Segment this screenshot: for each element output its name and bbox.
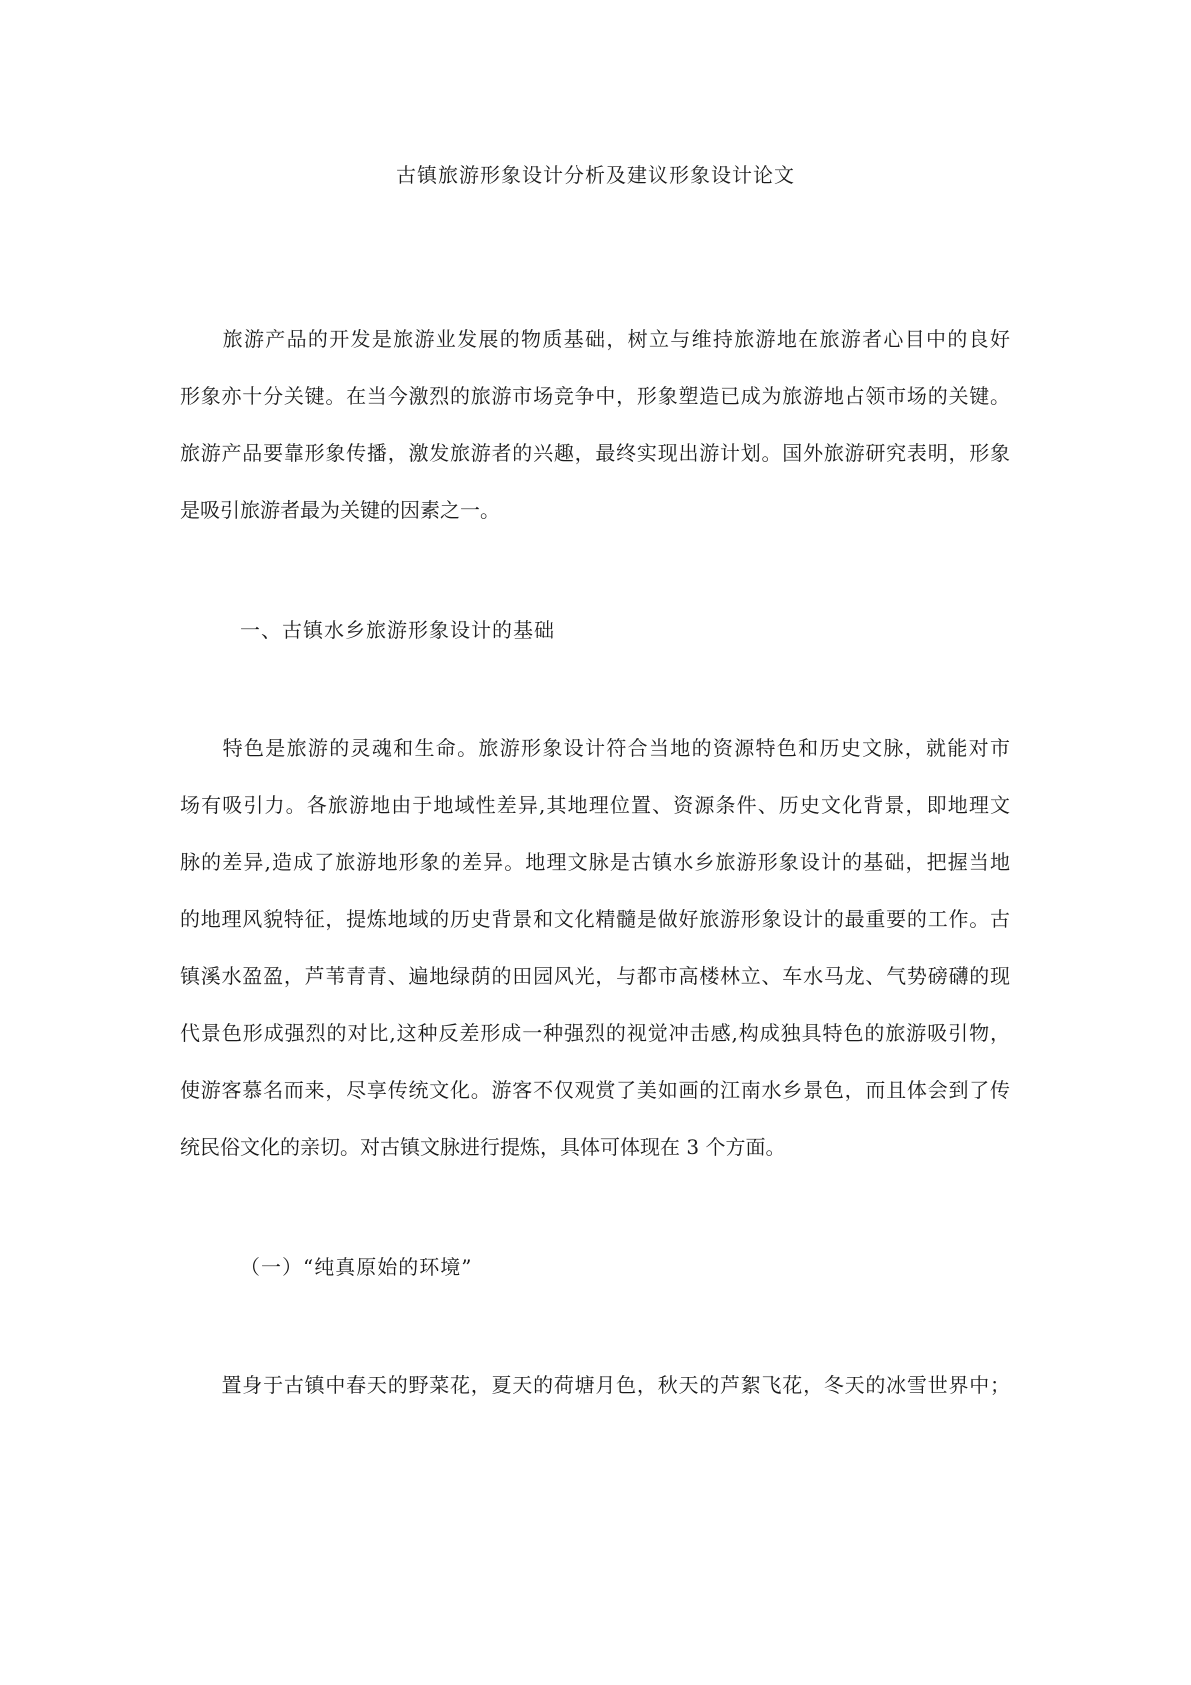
paragraph-3-line-1: 置身于古镇中春天的野菜花，夏天的荷塘月色，秋天的芦絮飞花，冬天的冰雪世界中； (180, 1373, 1010, 1397)
paragraph-2-line-7: 使游客慕名而来，尽享传统文化。游客不仅观赏了美如画的江南水乡景色，而且体会到了传 (180, 1078, 1010, 1102)
paragraph-2-line-6: 代景色形成强烈的对比,这种反差形成一种强烈的视觉冲击感,构成独具特色的旅游吸引物， (180, 1021, 1010, 1045)
paragraph-2-line-3: 脉的差异,造成了旅游地形象的差异。地理文脉是古镇水乡旅游形象设计的基础，把握当地 (180, 850, 1010, 874)
paragraph-1-line-3: 旅游产品要靠形象传播，激发旅游者的兴趣，最终实现出游计划。国外旅游研究表明，形象 (180, 441, 1010, 465)
paragraph-2-line-8: 统民俗文化的亲切。对古镇文脉进行提炼，具体可体现在 3 个方面。 (180, 1135, 786, 1159)
section-1-heading: 一、古镇水乡旅游形象设计的基础 (240, 618, 555, 642)
paragraph-2-line-2: 场有吸引力。各旅游地由于地域性差异,其地理位置、资源条件、历史文化背景，即地理文 (180, 793, 1010, 817)
document-title: 古镇旅游形象设计分析及建议形象设计论文 (396, 163, 795, 187)
paragraph-1-line-4: 是吸引旅游者最为关键的因素之一。 (180, 498, 500, 522)
subsection-1-heading: （一）“纯真原始的环境” (240, 1255, 473, 1279)
paragraph-2-line-4: 的地理风貌特征，提炼地域的历史背景和文化精髓是做好旅游形象设计的最重要的工作。古 (180, 907, 1010, 931)
paragraph-2-line-1: 特色是旅游的灵魂和生命。旅游形象设计符合当地的资源特色和历史文脉，就能对市 (180, 736, 1010, 760)
paragraph-1-line-1: 旅游产品的开发是旅游业发展的物质基础，树立与维持旅游地在旅游者心目中的良好 (180, 327, 1010, 351)
paragraph-1-line-2: 形象亦十分关键。在当今激烈的旅游市场竞争中，形象塑造已成为旅游地占领市场的关键。 (180, 384, 1010, 408)
paragraph-2-line-5: 镇溪水盈盈，芦苇青青、遍地绿荫的田园风光，与都市高楼林立、车水马龙、气势磅礴的现 (180, 964, 1010, 988)
